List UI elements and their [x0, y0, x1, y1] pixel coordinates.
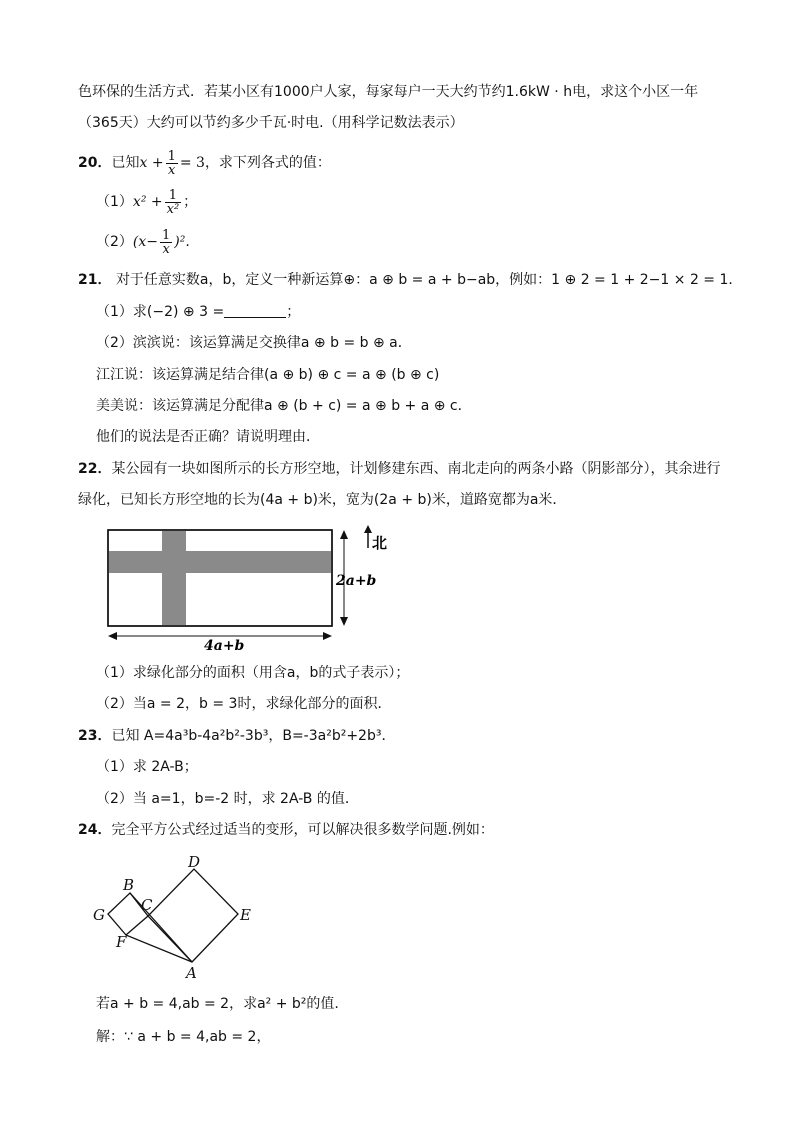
q22-part-2: （2）当a = 2，b = 3时，求绿化部分的面积． — [96, 696, 392, 712]
q20-part-1 — [96, 188, 197, 216]
q21-stem-line — [78, 270, 742, 290]
q20-p2-label: （2） — [96, 234, 133, 250]
q21-ask: 他们的说法是否正确？请说明理由． — [96, 429, 320, 445]
q23-part-2: （2）当 a=1，b=-2 时，求 2A-B 的值． — [96, 791, 359, 807]
park-rectangle — [108, 530, 332, 626]
q23-stem-line — [78, 726, 395, 746]
q20-part-2 — [96, 228, 190, 256]
q20-stem-math: x + — [139, 155, 164, 171]
q20-p2-math-post: )². — [174, 234, 190, 250]
q24-example: 若a + b = 4,ab = 2，求a² + b²的值. — [96, 996, 339, 1012]
q24-stem-line — [78, 820, 494, 840]
label-E: E — [240, 906, 251, 924]
q20-stem — [78, 149, 331, 177]
q20-p2-frac-den: x — [162, 241, 170, 257]
label-F: F — [116, 933, 127, 951]
q20-fraction — [166, 150, 178, 177]
q20-p1-label: （1） — [96, 194, 133, 210]
q24-square-figure — [88, 852, 268, 982]
label-D: D — [188, 853, 201, 871]
q22-line1: 某公园有一块如图所示的长方形空地，计划修建东西、南北走向的两条小路（阴影部分），其余进行 — [111, 461, 721, 477]
q21-p1: （1）求(−2) ⊕ 3 = — [96, 304, 225, 320]
intro-line-1: 色环保的生活方式．若某小区有1000户人家，每家每户一天大约节约1.6kW · h电，求这个小区一年 — [78, 84, 699, 100]
north-label: 北 — [372, 534, 388, 552]
label-C: C — [141, 896, 153, 914]
width-label: 4a+b — [204, 638, 245, 654]
q20-p2-frac-num: 1 — [162, 227, 171, 243]
q20-stem-eq: = 3 — [179, 155, 205, 171]
segment-FA — [126, 935, 192, 962]
label-A: A — [186, 964, 197, 982]
q23-number: 23． — [78, 728, 112, 744]
q21-mei: 美美说：该运算满足分配律a ⊕ (b + c) = a ⊕ b + a ⊕ c． — [96, 398, 472, 414]
q23-part-1: （1）求 2A-B； — [96, 759, 198, 775]
q21-answer-blank — [224, 303, 286, 318]
label-B: B — [123, 876, 135, 894]
north-south-road — [162, 530, 186, 626]
q22-line-1 — [78, 459, 720, 479]
q20-frac-num: 1 — [167, 148, 176, 164]
q23-stem: 已知 A=4a³b-4a²b²-3b³，B=-3a²b²+2b³． — [111, 728, 396, 744]
east-west-road — [108, 551, 332, 573]
q20-p1-frac-num: 1 — [165, 189, 182, 203]
label-G: G — [93, 906, 105, 924]
q21-number: 21． — [78, 272, 112, 288]
q21-jiang: 江江说：该运算满足结合律(a ⊕ b) ⊕ c = a ⊕ (b ⊕ c) — [96, 367, 440, 383]
q24-number: 24． — [78, 822, 112, 838]
q22-park-figure — [100, 522, 400, 654]
height-label: 2a+b — [336, 573, 377, 589]
intro-line-2: （365天）大约可以节约多少千瓦·时电.（用科学记数法表示） — [78, 115, 464, 131]
q21-part-1 — [96, 302, 300, 322]
q20-p2-fraction — [160, 229, 172, 256]
q24-stem: 完全平方公式经过适当的变形，可以解决很多数学问题.例如： — [111, 822, 494, 838]
q20-number: 20． — [78, 155, 112, 171]
q20-p1-fraction — [165, 189, 182, 216]
q20-p2-math-pre: (x− — [132, 234, 159, 250]
q21-p1-end: ； — [286, 304, 301, 320]
q20-p1-frac-den: x² — [166, 201, 180, 217]
q20-stem-post: ，求下列各式的值： — [204, 155, 331, 171]
q20-p1-end: ； — [183, 194, 198, 210]
q20-stem-pre: 已知 — [111, 155, 140, 171]
q20-frac-den: x — [168, 162, 176, 178]
q20-p1-math: x² + — [132, 194, 163, 210]
q24-solution: 解：∵ a + b = 4,ab = 2， — [96, 1029, 271, 1045]
q22-number: 22． — [78, 461, 112, 477]
q21-part-2: （2）滨滨说：该运算满足交换律a ⊕ b = b ⊕ a． — [96, 335, 412, 351]
q22-line-2: 绿化，已知长方形空地的长为(4a + b)米，宽为(2a + b)米，道路宽都为a米． — [78, 492, 567, 508]
q21-stem: 对于任意实数a，b，定义一种新运算⊕：a ⊕ b = a + b−ab，例如：1 ⊕ 2 = 1 + 2−1 × 2 = 1． — [115, 272, 743, 288]
q22-part-1: （1）求绿化部分的面积（用含a，b的式子表示）； — [96, 665, 410, 681]
large-square — [148, 869, 238, 962]
